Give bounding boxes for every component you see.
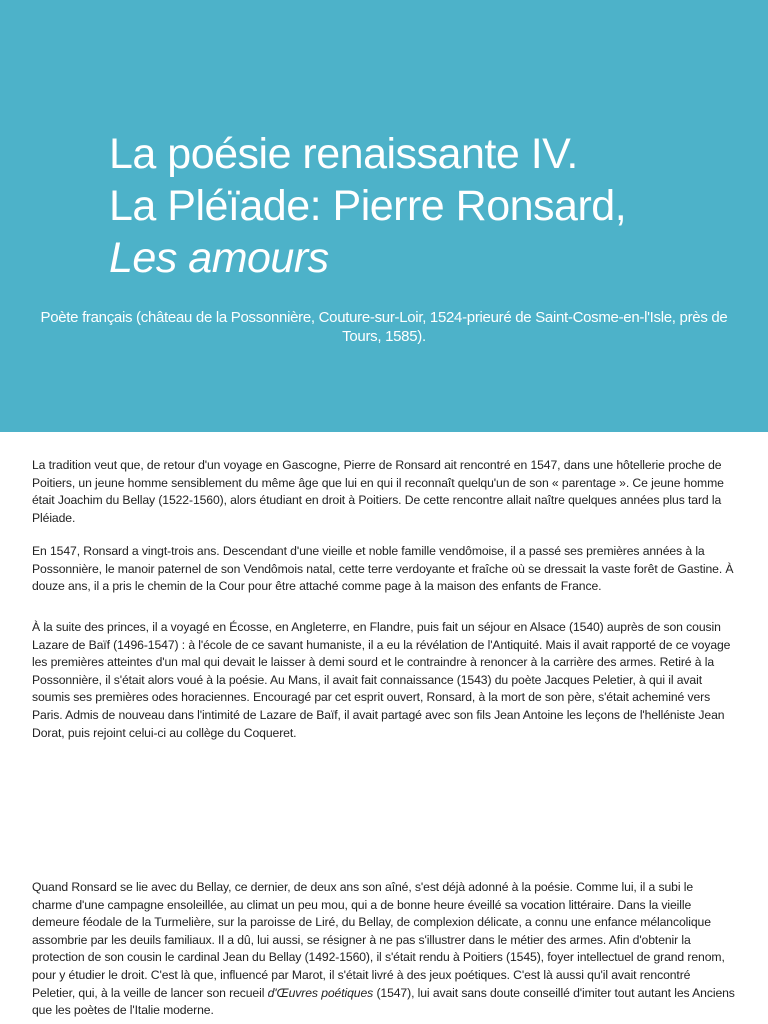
paragraph-1: La tradition veut que, de retour d'un voyage en Gascogne, Pierre de Ronsard ait rencontré en 1547, dans une hôtellerie proche de Poitiers, un jeune homme sensiblement du même âge que lui en qui il reconnaît quelqu'un de son « parentage ». Ce jeune homme était Joachim du Bellay (1522-1560), alors étudiant en droit à Poitiers. De cette rencontre allait naître quelques années plus tard la Pléiade. [32,458,724,525]
title-line-3: Les amours [109,234,329,282]
book-title: d'Œuvres poétiques [267,985,374,1000]
page-title [109,128,729,284]
paragraph-4-text-end: (1547), lui avait sans doute conseillé d'imiter tout autant les Anciens que les poètes de l'Italie moderne. [32,985,735,1018]
title-banner [0,0,768,432]
paragraph-4 [32,879,736,1020]
title-line-2: La Pléïade: Pierre Ronsard, [109,182,627,230]
paragraph-3: À la suite des princes, il a voyagé en Écosse, en Angleterre, en Flandre, puis fait un séjour en Alsace (1540) auprès de son cousin Lazare de Baïf (1496-1547) : à l'école de ce savant humaniste, il a eu la révélation de l'Antiquité. Mais il avait rapporté de ce voyage les premières atteintes d'un mal qui devait le laisser à demi sourd et le contraindre à renoncer à la carrière des armes. Retiré à la Possonnière, il s'était alors voué à la poésie. Au Mans, il avait fait connaissance (1543) du poète Jacques Peletier, à qui il avait soumis ses premières odes horaciennes. Encouragé par cet esprit ouvert, Ronsard, à la mort de son père, s'était acheminé vers Paris. Admis de nouveau dans l'intimité de Lazare de Baïf, il avait partagé avec son fils Jean Antoine les leçons de l'helléniste Jean Dorat, puis rejoint celui-ci au collège du Coqueret. [32,620,731,740]
paragraph-2: En 1547, Ronsard a vingt-trois ans. Descendant d'une vieille et noble famille vendômoise, il a passé ses premières années à la Possonnière, le manoir paternel de son Vendômois natal, cette terre verdoyante et fraîche où se dressait la vaste forêt de Gastine. À douze ans, il a pris le chemin de la Cour pour être attaché comme page à la maison des enfants de France. [32,544,734,594]
paragraph-4-text-start: Quand Ronsard se lie avec du Bellay, ce dernier, de deux ans son aîné, s'est déjà adonné à la poésie. Comme lui, il a subi le charme d'une campagne ensoleillée, au climat un peu mou, qui a de bonne heure éveillé sa vocation littéraire. Dans la vieille demeure féodale de la Turmelière, sur la paroisse de Liré, du Bellay, de complexion délicate, a connu une enfance mélancolique assombrie par les deuils familiaux. Il a dû, lui aussi, se résigner à ne pas s'illustrer dans le métier des armes. Afin d'obtenir la protection de son cousin le cardinal Jean du Bellay (1492-1560), il s'était rendu à Poitiers (1545), foyer intellectuel de grand renom, pour y étudier le droit. C'est là que, influencé par Marot, il s'était livré à des jeux poétiques. C'est là aussi qu'il avait rencontré Peletier, qui, à la veille de lancer son recueil [32,880,725,1000]
subtitle: Poète français (château de la Possonnière, Couture-sur-Loir, 1524-prieuré de Saint-Cosme-en-l'Isle, près de Tours, 1585). [40,309,728,345]
title-line-1: La poésie renaissante IV. [109,130,578,178]
